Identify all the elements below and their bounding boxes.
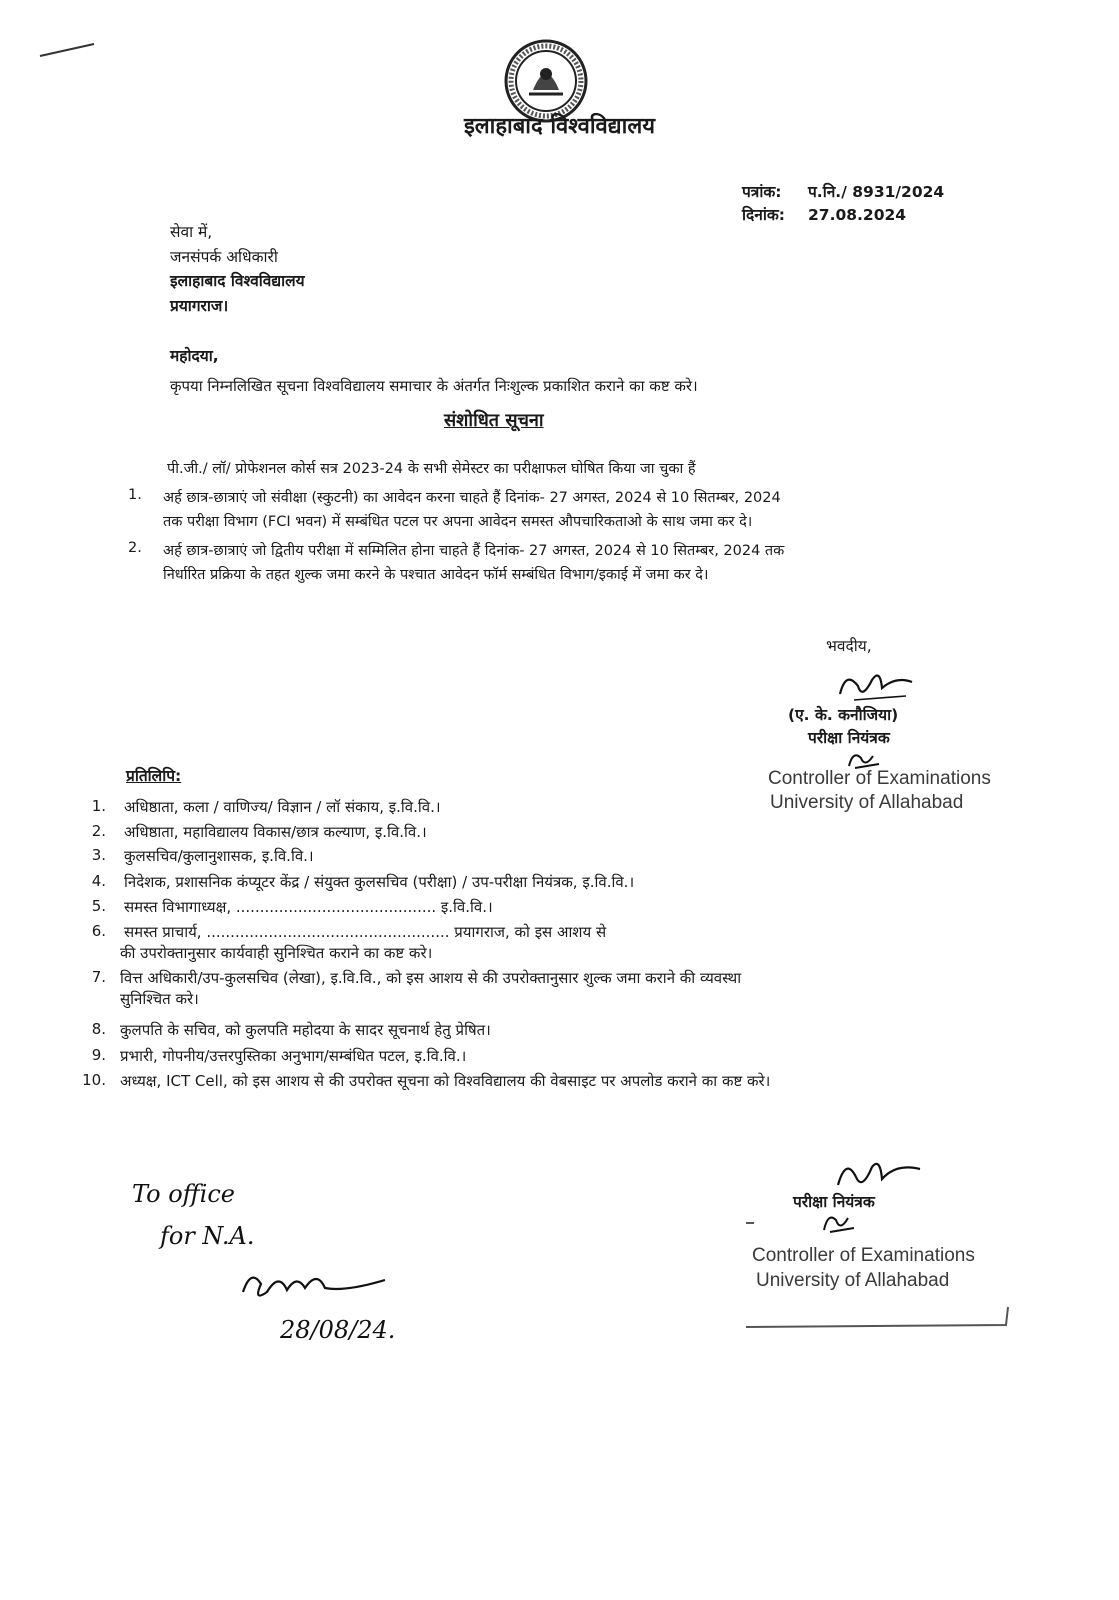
point-line-1: अर्ह छात्र-छात्राएं जो संवीक्षा (स्कुटनी) का आवेदन करना चाहते हैं दिनांक- 27 अगस्त, 2024 से 10 सितम्बर, 2024 xyxy=(163,490,781,506)
salutation: महोदया, xyxy=(170,347,219,365)
address-line-2: जनसंपर्क अधिकारी xyxy=(170,248,278,266)
reference-number: प.नि./ 8931/2024 xyxy=(808,183,945,201)
handwritten-note-line-1: To office xyxy=(132,1180,235,1208)
request-text: कृपया निम्नलिखित सूचना विश्वविद्यालय समाचार के अंतर्गत निःशुल्क प्रकाशित कराने का कष्ट करे। xyxy=(170,377,698,395)
signatory-designation: परीक्षा नियंत्रक xyxy=(808,729,890,747)
point-line-1: अर्ह छात्र-छात्राएं जो द्वितीय परीक्षा में सम्मिलित होना चाहते हैं दिनांक- 27 अगस्त, 2024 से 10 सितम्बर, 2024 तक xyxy=(163,543,785,559)
point-number: 1. xyxy=(128,487,142,503)
point-line-2: निर्धारित प्रक्रिया के तहत शुल्क जमा करने के पश्चात आवेदन फॉर्म सम्बंधित विभाग/इकाई में जमा कर दे। xyxy=(163,567,709,583)
signatory-name: (ए. के. कनौजिया) xyxy=(788,706,899,724)
date-label: दिनांक: xyxy=(742,206,785,224)
date-value: 27.08.2024 xyxy=(808,206,907,224)
reference-label: पत्रांक: xyxy=(742,183,782,201)
copies-heading: प्रतिलिपि: xyxy=(126,767,182,785)
second-controller-stamp xyxy=(744,1215,1004,1335)
stamp-border-icon xyxy=(744,1215,1014,1335)
handwritten-initials-icon xyxy=(235,1262,395,1312)
address-line-3: इलाहाबाद विश्वविद्यालय xyxy=(170,272,305,290)
stamp-line-2: University of Allahabad xyxy=(756,1270,950,1291)
point-1 xyxy=(128,487,781,530)
controller-stamp xyxy=(758,730,1018,822)
point-2 xyxy=(128,540,785,583)
stamp-line-1: Controller of Examinations xyxy=(752,1245,975,1266)
intro-text: पी.जी./ लॉ/ प्रोफेशनल कोर्स सत्र 2023-24 के सभी सेमेस्टर का परीक्षाफल घोषित किया जा चुका हैं xyxy=(167,461,696,477)
second-signatory-designation: परीक्षा नियंत्रक xyxy=(793,1193,875,1211)
handwritten-date: 28/08/24. xyxy=(280,1316,396,1344)
stamp-line-1: Controller of Examinations xyxy=(768,768,991,789)
address-line-4: प्रयागराज। xyxy=(170,297,229,315)
second-signature-icon xyxy=(834,1155,924,1195)
pen-mark xyxy=(38,40,98,60)
address-line-1: सेवा में, xyxy=(170,223,213,241)
closing: भवदीय, xyxy=(826,637,872,655)
point-number: 2. xyxy=(128,540,142,556)
university-title: इलाहाबाद विश्वविद्यालय xyxy=(463,114,656,139)
stamp-line-2: University of Allahabad xyxy=(770,792,964,813)
handwritten-note-line-2: for N.A. xyxy=(160,1222,255,1250)
subject-heading: संशोधित सूचना xyxy=(444,410,544,431)
point-line-2: तक परीक्षा विभाग (FCI भवन) में सम्बंधित पटल पर अपना आवेदन समस्त औपचारिकताओ के साथ जमा कर दे। xyxy=(163,514,753,530)
signature-icon xyxy=(836,666,916,706)
